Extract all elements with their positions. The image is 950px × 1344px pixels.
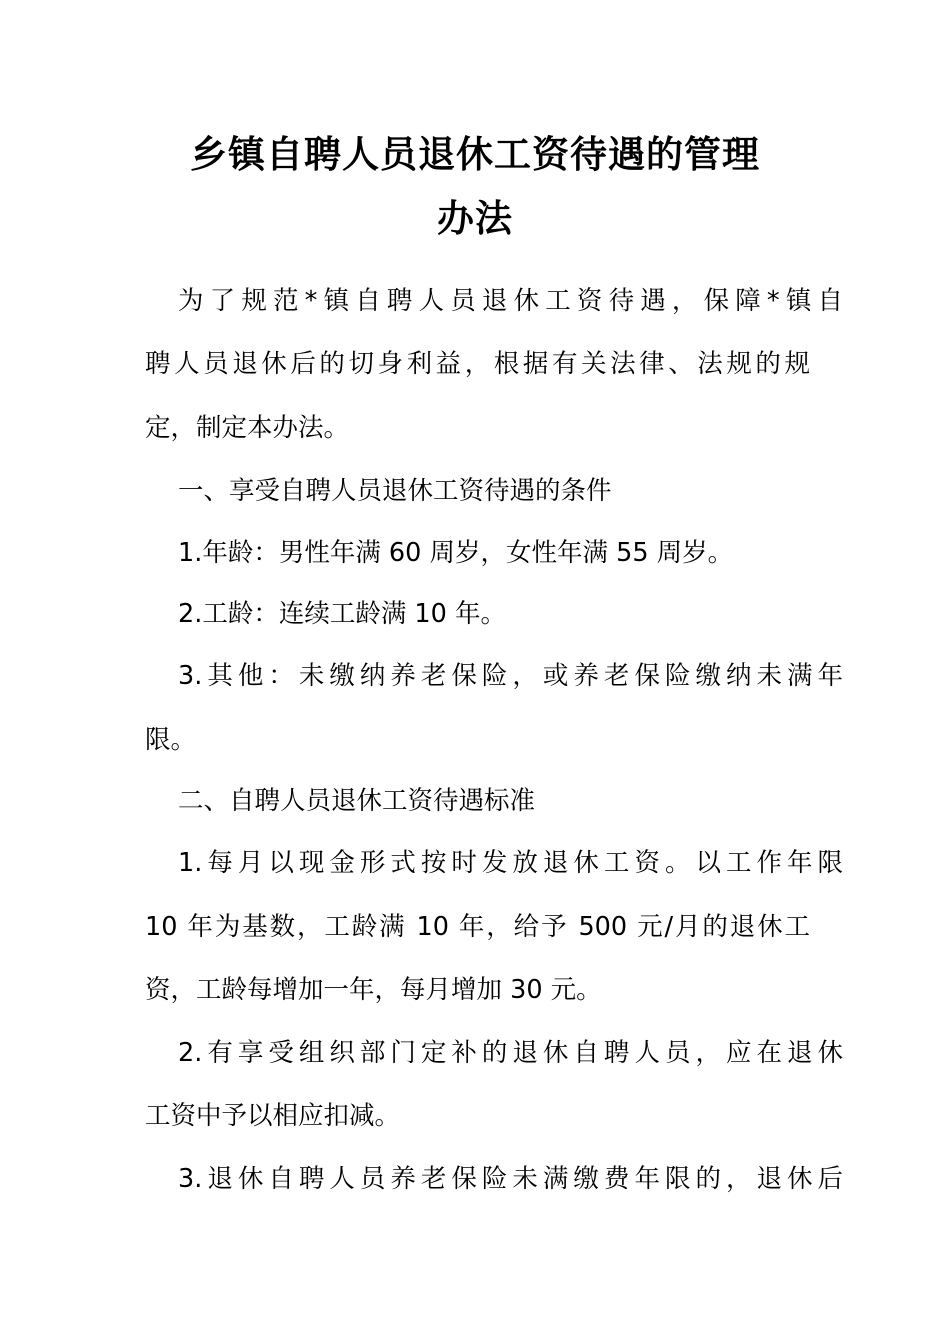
intro-paragraph-line-1: 为了规范*镇自聘人员退休工资待遇，保障*镇自 <box>178 286 843 316</box>
condition-item-other-line-2: 限。 <box>145 725 197 755</box>
intro-paragraph-line-2: 聘人员退休后的切身利益，根据有关法律、法规的规 <box>145 349 810 379</box>
standard-item-1-line-1: 1.每月以现金形式按时发放退休工资。以工作年限 <box>178 848 843 878</box>
standard-item-1-line-3: 资，工龄每增加一年，每月增加 30 元。 <box>145 975 602 1005</box>
document-title-line-2: 办法 <box>437 197 513 240</box>
document-title-line-1: 乡镇自聘人员退休工资待遇的管理 <box>190 133 760 176</box>
standard-item-1-line-2: 10 年为基数，工龄满 10 年，给予 500 元/月的退休工 <box>145 912 810 942</box>
standard-item-2-line-2: 工资中予以相应扣减。 <box>145 1101 401 1131</box>
intro-paragraph-line-3: 定，制定本办法。 <box>145 413 350 443</box>
condition-item-service: 2.工龄：连续工龄满 10 年。 <box>178 599 506 629</box>
condition-item-other-line-1: 3.其他：未缴纳养老保险，或养老保险缴纳未满年 <box>178 661 843 691</box>
standard-item-2-line-1: 2.有享受组织部门定补的退休自聘人员，应在退休 <box>178 1038 843 1068</box>
section-heading-1: 一、享受自聘人员退休工资待遇的条件 <box>178 476 612 506</box>
condition-item-age: 1.年龄：男性年满 60 周岁，女性年满 55 周岁。 <box>178 538 734 568</box>
standard-item-3-line-1: 3.退休自聘人员养老保险未满缴费年限的，退休后 <box>178 1164 843 1194</box>
section-heading-2: 二、自聘人员退休工资待遇标准 <box>178 786 536 816</box>
